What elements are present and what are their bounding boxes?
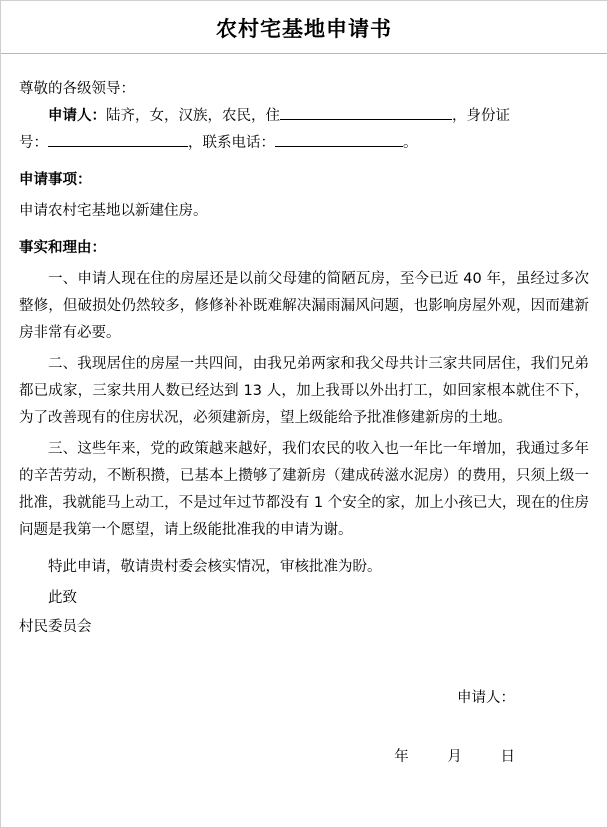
address-blank[interactable] (280, 104, 452, 120)
date-day: 日 (500, 749, 517, 765)
date-year: 年 (394, 749, 411, 765)
id-prefix: 号： (19, 135, 48, 151)
signature-label: 申请人： (457, 690, 515, 706)
section-paragraph-reasons-2: 三、这些年来，党的政策越来越好，我们农民的收入也一年比一年增加，我通过多年的辛苦劳动，不断积攒，已基本上攒够了建新房（建成砖滋水泥房）的费用，只须上级一批准，我就能马上动工，不是过年过节都没有 1 个安全的家，加上小孩已大，现在的住房问题是我第一个愿望，请上级能批准我的申请为谢。 (19, 441, 589, 538)
closing-line-1: 特此申请，敬请贵村委会核实情况，审核批准为盼。 (48, 559, 382, 575)
date-line (19, 744, 589, 771)
section-paragraph-reasons-1: 二、我现居住的房屋一共四间，由我兄弟两家和我父母共计三家共同居住，我们兄弟都已成家，三家共用人数已经达到 13 人，加上我哥以外出打工，如回家根本就住不下，为了改善现有的住房状况，必须建新房，望上级能给予批准修建新房的土地。 (19, 356, 589, 426)
applicant-label: 申请人 (48, 108, 92, 124)
salutation: 尊敬的各级领导： (19, 81, 135, 97)
section-paragraph-reasons-0: 一、申请人现在住的房屋还是以前父母建的简陋瓦房，至今已近 40 年，虽经过多次整修，但破损处仍然较多，修修补补既难解决漏雨漏风问题，也影响房屋外观，因而建新房非常有必要。 (19, 271, 589, 341)
section-paragraph-application-0: 申请农村宅基地以新建住房。 (19, 203, 208, 219)
phone-label: ，联系电话： (188, 135, 275, 151)
document-body (1, 76, 607, 771)
applicant-info: 陆齐，女，汉族，农民，住 (106, 108, 280, 124)
date-month: 月 (447, 749, 464, 765)
applicant-colon: ： (91, 108, 106, 124)
id-number-blank[interactable] (48, 131, 188, 147)
line-end: 。 (403, 135, 418, 151)
section-heading-application: 申请事项： (19, 172, 92, 188)
closing-line-3: 村民委员会 (19, 619, 92, 635)
applicant-after-address: ，身份证 (452, 108, 510, 124)
title-divider (1, 53, 607, 54)
page-title: 农村宅基地申请书 (216, 17, 392, 41)
section-heading-reasons: 事实和理由： (19, 240, 106, 256)
id-phone-line (19, 130, 589, 157)
phone-blank[interactable] (275, 131, 403, 147)
applicant-line (19, 103, 589, 130)
closing-line-2: 此致 (48, 590, 77, 606)
